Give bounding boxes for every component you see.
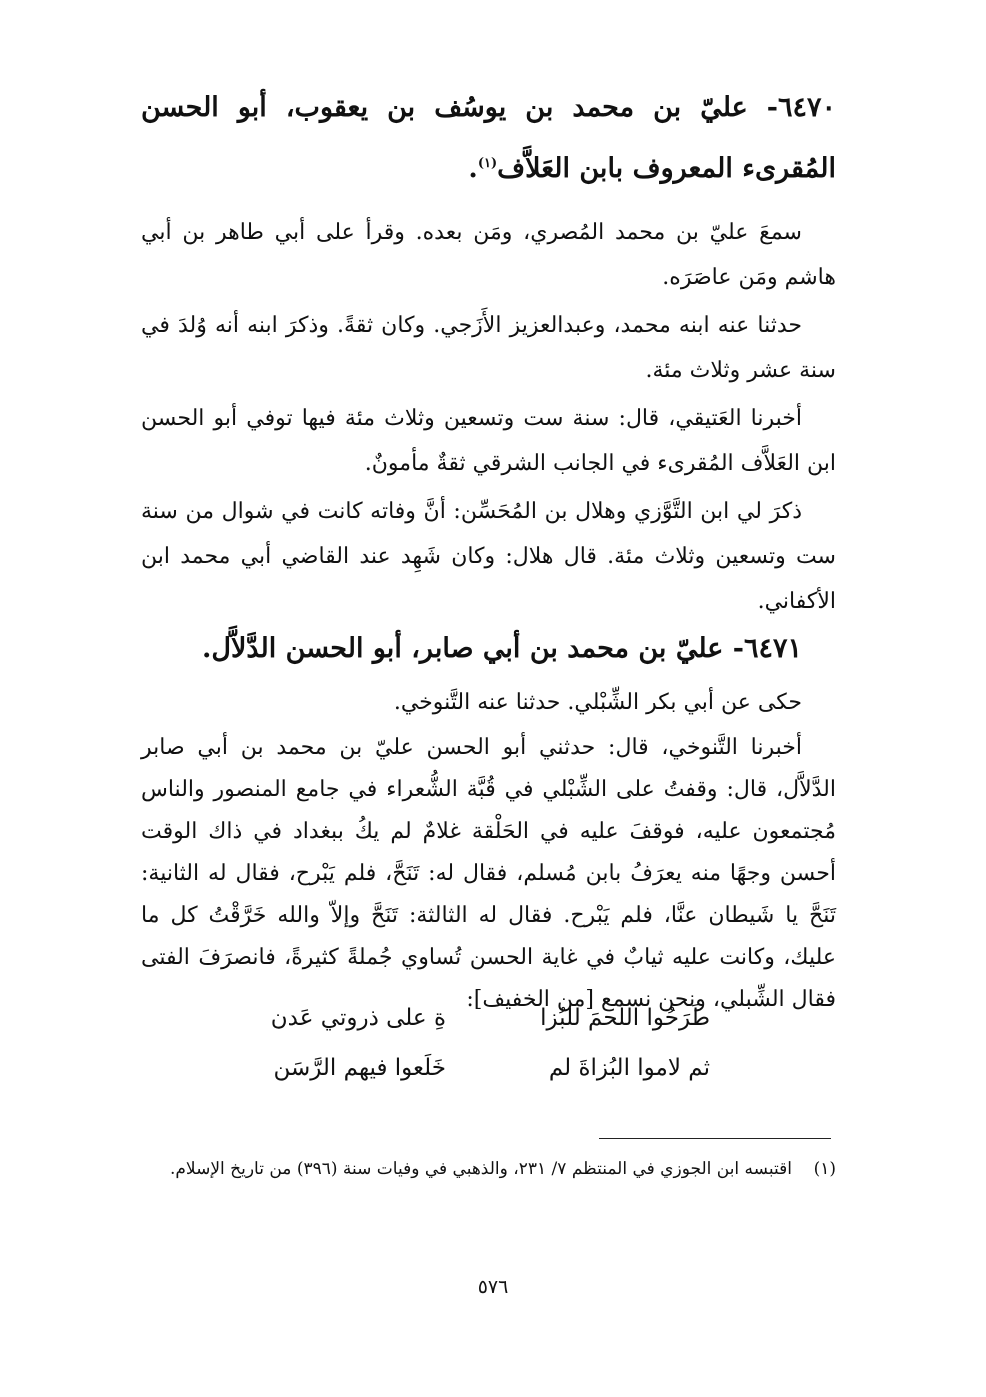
paragraph: سمعَ عليّ بن محمد المُصري، ومَن بعده. وقرأ على أبي طاهر بن أبي هاشم ومَن عاصَرَه. — [141, 220, 836, 290]
paragraph: أخبرنا العَتيقي، قال: سنة ست وتسعين وثلاث مئة فيها توفي أبو الحسن ابن العَلاَّف المُقرىء في الجانب الشرقي ثقةٌ مأمونٌ. — [141, 406, 836, 476]
verse-2-first-hemistich: ثم لاموا البُزاةَ لم — [548, 1055, 710, 1081]
footnote-separator — [599, 1138, 831, 1139]
paragraph: أخبرنا التَّنوخي، قال: حدثني أبو الحسن عليّ بن محمد بن أبي صابر الدَّلاَّل، قال: وقفتُ على الشِّبْلي في قُبَّة الشُّعراء في جامع المنصور والناس مُجتمعون عليه، فوقفَ عليه في الحَلْقة غلامٌ لم يكُ ببغداد في ذاك الوقت أحسن وجهًا منه يعرَفُ بابن مُسلم، فقال له: تَنَحَّ، فلم يَبْرح، فقال له الثانية: تَنَحَّ يا شَيطان عنَّا، فلم يَبْرح. فقال له الثالثة: تَنَحَّ وإلاّ والله خَرَّقْتُ كل ما عليك، وكانت عليه ثيابٌ في غاية الحسن تُساوي جُملةً كثيرةً، فانصرَفَ الفتى فقال الشِّبلي، ونحن نسمع [من الخفيف]: — [141, 735, 836, 1012]
verse-2-second-hemistich: خَلَعوا فيهم الرَّسَن — [273, 1055, 446, 1081]
footnote-number: (١) — [813, 1159, 836, 1179]
paragraph: حكى عن أبي بكر الشِّبْلي. حدثنا عنه التَّنوخي. — [393, 690, 802, 715]
entry-heading-6471: ٦٤٧١- عليّ بن محمد بن أبي صابر، أبو الحسن الدَّلاَّل. — [201, 633, 802, 664]
footnote — [141, 1152, 836, 1186]
entry-heading-6470: ٦٤٧٠- عليّ بن محمد بن يوسُف بن يعقوب، أبو الحسن المُقرىء المعروف بابن العَلاَّف$^{(١)}$. — [141, 92, 836, 184]
paragraph: حدثنا عنه ابنه محمد، وعبدالعزيز الأَزَجي. وكان ثقةً. وذكرَ ابنه أنه وُلدَ في سنة عشر وثلاث مئة. — [141, 313, 836, 383]
footnote-text: اقتبسه ابن الجوزي في المنتظم ٧/ ٢٣١، والذهبي في وفيات سنة (٣٩٦) من تاريخ الإسلام. — [170, 1159, 792, 1179]
verse-1-second-hemistich: ةِ على ذروتي عَدن — [270, 1005, 446, 1031]
verse-1-first-hemistich: طَرَحُوا اللحمَ للبُزا — [540, 1005, 710, 1031]
main-text — [141, 80, 836, 1021]
page-number: ٥٧٦ — [477, 1276, 509, 1298]
paragraph: ذكرَ لي ابن التَّوَّزي وهلال بن المُحَسِّن: أنَّ وفاته كانت في شوال من سنة ست وتسعين وثلاث مئة. قال هلال: وكان شَهِد عند القاضي أبي محمد ابن الأكفاني. — [141, 499, 836, 614]
footnote-reference: (١) — [477, 156, 498, 171]
